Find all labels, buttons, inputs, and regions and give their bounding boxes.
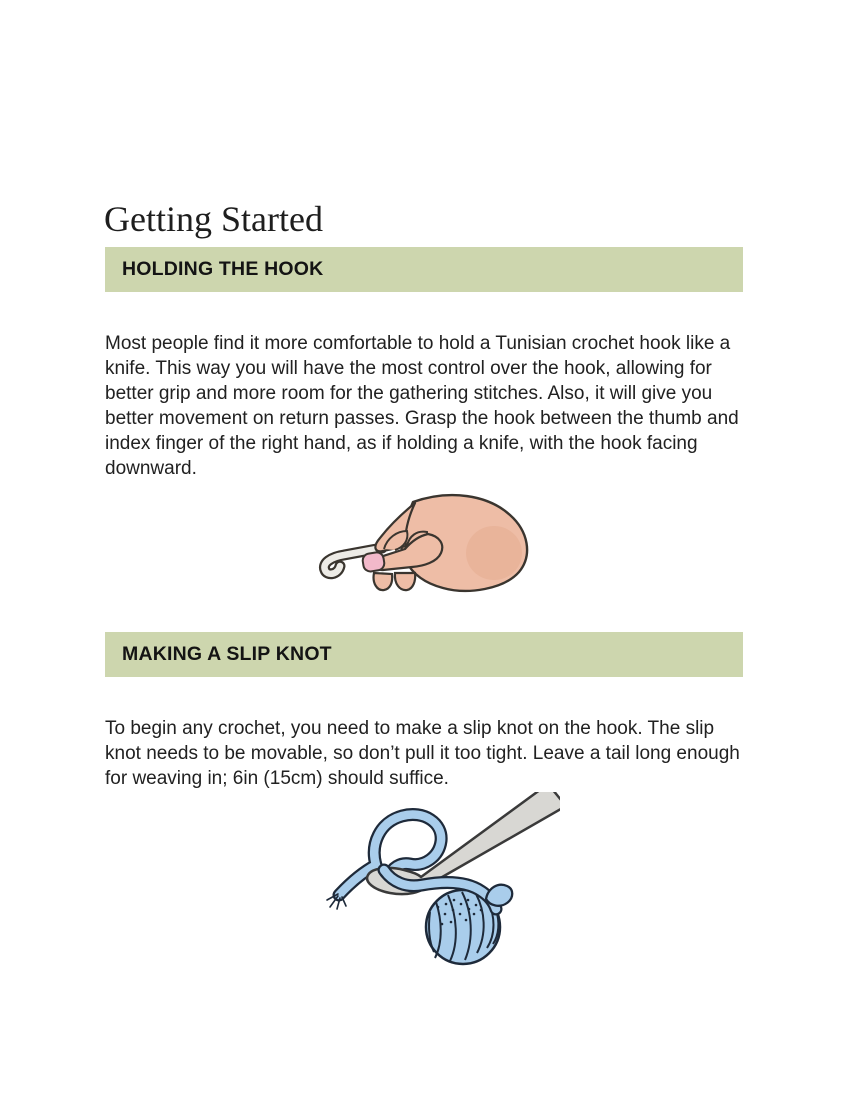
section-body-holding-the-hook: Most people find it more comfortable to hold a Tunisian crochet hook like a knife. This way you will have the most control over the hook, allowing for better grip and more room for the gathering stitches. Also, it will give you better movement on return passes. Grasp the hook between the thumb and index finger of the right hand, as if holding a knife, with the hook facing downward. — [105, 333, 739, 479]
thumbnail — [362, 551, 386, 572]
slip-knot-drawing — [318, 792, 560, 977]
section-body-making-a-slip-knot: To begin any crochet, you need to make a slip knot on the hook. The slip knot needs to be movable, so don’t pull it too tight. Leave a tail long enough for weaving in; 6in (15cm) should suffice. — [105, 718, 740, 789]
hand-holding-hook-drawing — [316, 487, 556, 607]
hand-shape — [362, 495, 527, 591]
slip-knot-illustration — [318, 792, 560, 977]
page-title: Getting Started — [104, 199, 323, 240]
hand-holding-hook-illustration — [316, 487, 556, 607]
section-header-making-a-slip-knot — [105, 632, 743, 677]
yarn-ball-nub — [486, 885, 512, 906]
section-heading-label: HOLDING THE HOOK — [122, 258, 324, 280]
section-header-holding-the-hook — [105, 247, 743, 292]
section-heading-label: MAKING A SLIP KNOT — [122, 643, 332, 665]
